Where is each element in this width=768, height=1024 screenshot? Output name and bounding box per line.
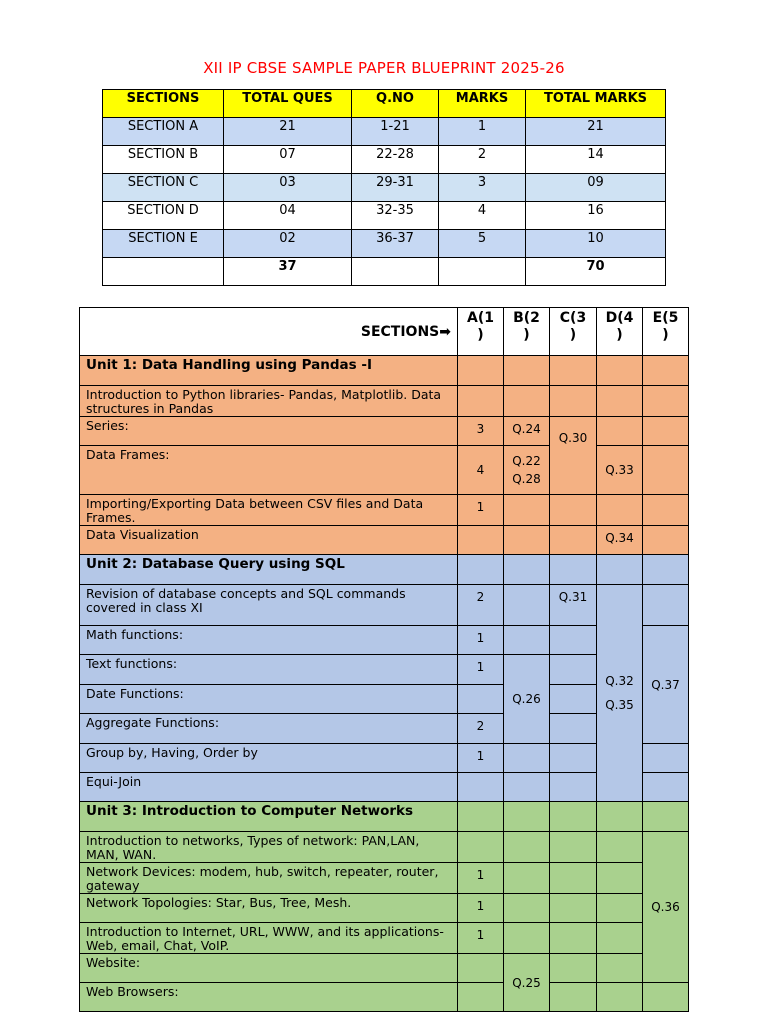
cell-a: 1 [458,744,504,773]
topic: Website: [80,954,458,983]
qno: 32-35 [352,202,439,230]
section-name: SECTION D [103,202,224,230]
topic: Importing/Exporting Data between CSV files and Data Frames. [80,495,458,526]
topic: Introduction to Internet, URL, WWW, and its applications- Web, email, Chat, VoIP. [80,923,458,954]
cell-d: Q.34 [597,526,643,555]
topic: Math functions: [80,626,458,655]
marks: 3 [439,174,526,202]
cell-a: 2 [458,585,504,626]
header-sections: SECTIONS [103,90,224,118]
cell-a: 1 [458,863,504,894]
cell-d: Q.33 [597,446,643,495]
unit3-title: Unit 3: Introduction to Computer Networks [80,802,458,832]
topic: Text functions: [80,655,458,685]
topic: Web Browsers: [80,983,458,1012]
topic: Network Devices: modem, hub, switch, repeater, router, gateway [80,863,458,894]
col-e: E(5 ) [643,308,689,356]
table-row [103,202,666,230]
marks: 2 [439,146,526,174]
q30: Q.30 [558,431,588,445]
header-total-ques: TOTAL QUES [224,90,352,118]
total-marks: 14 [526,146,666,174]
unit-row [80,555,689,585]
table-row [80,446,689,495]
table-row [103,146,666,174]
grand-total-marks: 70 [526,258,666,286]
table-row [80,386,689,417]
cell-a: 4 [458,446,504,495]
unit-row [80,802,689,832]
topic: Revision of database concepts and SQL commands covered in class XI [80,585,458,626]
section-name: SECTION A [103,118,224,146]
total-ques: 02 [224,230,352,258]
section-name: SECTION C [103,174,224,202]
cell-b [504,446,550,495]
col-d: D(4 ) [597,308,643,356]
cell-d [597,585,643,802]
empty-cell [439,258,526,286]
blueprint-header-row [80,308,689,356]
cell-a: 3 [458,417,504,446]
header-qno: Q.NO [352,90,439,118]
qno: 1-21 [352,118,439,146]
blueprint-table [79,307,689,1012]
cell-b: Q.24 [504,417,550,446]
total-ques: 03 [224,174,352,202]
qno: 36-37 [352,230,439,258]
cell-a: 2 [458,714,504,744]
col-c: C(3 ) [550,308,597,356]
total-marks: 16 [526,202,666,230]
topic: Equi-Join [80,773,458,802]
total-marks: 09 [526,174,666,202]
cell-a: 1 [458,923,504,954]
header-marks: MARKS [439,90,526,118]
sections-label: SECTIONS➡ [80,308,458,356]
cell-b: Q.25 [504,954,550,1012]
q28: Q.28 [512,472,541,486]
total-marks: 21 [526,118,666,146]
empty-cell [103,258,224,286]
table-row [103,174,666,202]
topic: Aggregate Functions: [80,714,458,744]
total-marks: 10 [526,230,666,258]
page-title: XII IP CBSE SAMPLE PAPER BLUEPRINT 2025-26 [203,59,565,77]
marks: 1 [439,118,526,146]
col-b: B(2 ) [504,308,550,356]
totals-row [103,258,666,286]
table-row [80,417,689,446]
total-ques: 07 [224,146,352,174]
table-row [80,954,689,983]
cell-a: 1 [458,894,504,923]
qno: 22-28 [352,146,439,174]
section-name: SECTION B [103,146,224,174]
col-a: A(1 ) [458,308,504,356]
grand-total-ques: 37 [224,258,352,286]
cell-e: Q.37 [643,626,689,744]
table-row [80,983,689,1012]
header-total-marks: TOTAL MARKS [526,90,666,118]
topic: Introduction to Python libraries- Pandas, Matplotlib. Data structures in Pandas [80,386,458,417]
topic: Date Functions: [80,685,458,714]
topic: Series: [80,417,458,446]
cell-b: Q.26 [504,655,550,744]
summary-table [102,89,666,286]
cell-c: Q.31 [550,585,597,626]
unit1-title: Unit 1: Data Handling using Pandas -I [80,356,458,386]
table-row [80,832,689,863]
cell-a: 1 [458,495,504,526]
topic: Network Topologies: Star, Bus, Tree, Mesh. [80,894,458,923]
q22: Q.22 [512,454,541,468]
section-name: SECTION E [103,230,224,258]
q35: Q.35 [605,698,634,712]
unit2-title: Unit 2: Database Query using SQL [80,555,458,585]
table-row [103,230,666,258]
cell-e: Q.36 [643,832,689,983]
cell-a: 1 [458,626,504,655]
unit-row [80,356,689,386]
cell-a: 1 [458,655,504,685]
summary-header-row [103,90,666,118]
table-row [80,863,689,894]
marks: 5 [439,230,526,258]
q32: Q.32 [605,674,634,688]
topic: Data Frames: [80,446,458,495]
marks: 4 [439,202,526,230]
table-row [103,118,666,146]
table-row [80,923,689,954]
empty-cell [352,258,439,286]
total-ques: 21 [224,118,352,146]
topic: Introduction to networks, Types of network: PAN,LAN, MAN, WAN. [80,832,458,863]
cell-c [550,417,597,495]
table-row [80,585,689,626]
table-row [80,894,689,923]
table-row [80,495,689,526]
topic: Data Visualization [80,526,458,555]
qno: 29-31 [352,174,439,202]
total-ques: 04 [224,202,352,230]
topic: Group by, Having, Order by [80,744,458,773]
table-row [80,526,689,555]
